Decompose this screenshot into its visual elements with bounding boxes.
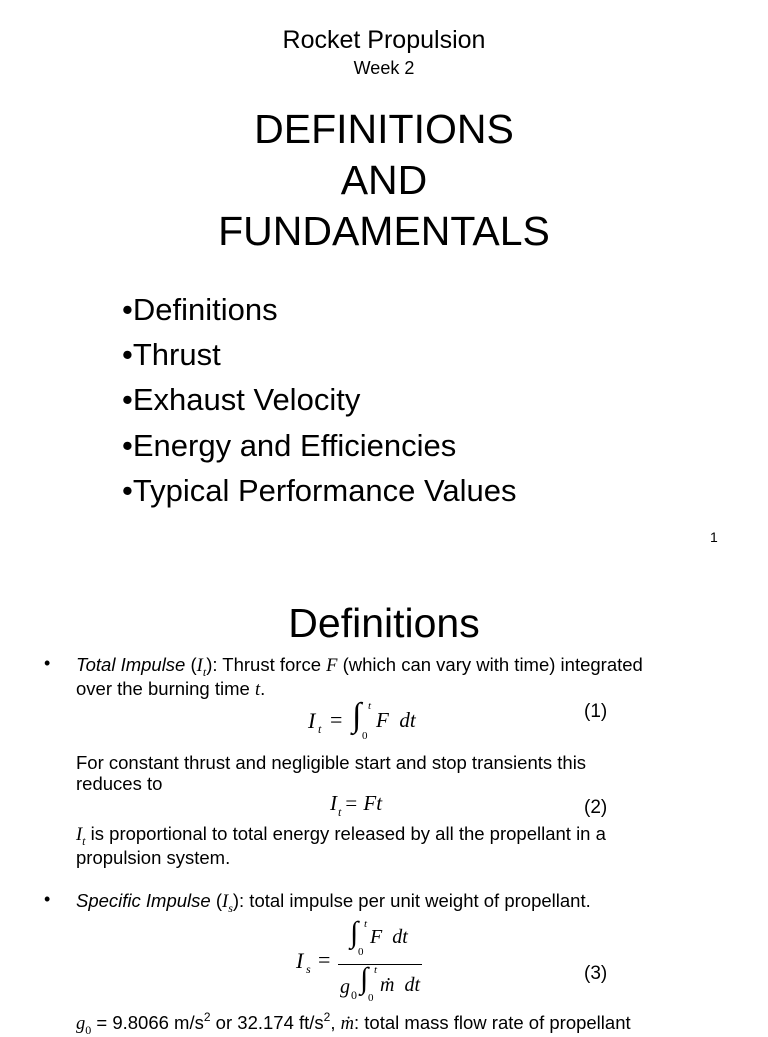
integral-upper: t (374, 964, 378, 976)
bullet-marker: • (44, 653, 51, 673)
topic-item: •Exhaust Velocity (122, 382, 361, 418)
integral-lower: 0 (358, 946, 364, 958)
paren: ( (190, 654, 197, 675)
integrand: F dt (376, 708, 416, 732)
denominator-integrand: ṁ dt (380, 974, 420, 996)
paren: ): (206, 654, 218, 675)
integral-sign: ∫ (352, 697, 362, 734)
text: = 9.8066 m/s (91, 1012, 204, 1033)
specific-impulse-definition (76, 890, 756, 914)
symbol-is: I (222, 892, 229, 912)
eq-equals: = (330, 707, 343, 732)
text: is proportional to total energy released by all the propellant in a (85, 823, 606, 844)
text-line: propulsion system. (76, 847, 231, 868)
eq-lhs-sub: t (318, 722, 322, 736)
symbol-it: I (76, 825, 83, 845)
symbol-f: F (326, 656, 338, 676)
section-title: Definitions (288, 600, 480, 646)
eq-lhs: I (308, 708, 316, 733)
integral-upper: t (364, 918, 368, 930)
g0-sub: 0 (351, 988, 357, 1002)
title-line: AND (340, 157, 428, 203)
superscript: 2 (203, 1010, 211, 1024)
text: . (260, 678, 266, 699)
fraction-line (338, 964, 422, 965)
slide-title (0, 104, 768, 257)
text-line: For constant thrust and negligible start and stop transients this (76, 752, 587, 773)
term-total-impulse: Total Impulse (76, 654, 186, 675)
constant-thrust-text (76, 752, 756, 794)
bullet-marker: • (44, 889, 51, 909)
course-title: Rocket Propulsion (282, 26, 486, 54)
superscript: 2 (323, 1010, 331, 1024)
topic-list (122, 287, 517, 513)
topic-item: •Definitions (122, 292, 278, 327)
text: or 32.174 ft/s (210, 1012, 324, 1033)
text: total impulse per unit weight of propellant. (244, 890, 591, 911)
integral-upper: t (368, 700, 372, 712)
week-label: Week 2 (353, 58, 415, 78)
topic-item: •Energy and Efficiencies (122, 427, 457, 463)
g0-definition (76, 1012, 756, 1036)
equation-1 (308, 697, 448, 744)
eq-lhs: I (330, 791, 337, 815)
total-impulse-definition (76, 654, 756, 701)
text: , (330, 1012, 341, 1033)
text-line: reduces to (76, 773, 163, 794)
integral-lower: 0 (362, 730, 368, 742)
equation-2 (330, 791, 450, 821)
symbol-sub: t (82, 834, 86, 848)
title-line: DEFINITIONS (254, 106, 514, 152)
numerator-integrand: F dt (370, 926, 408, 948)
paren: ): (232, 890, 245, 911)
symbol-sub: t (202, 665, 207, 679)
integral-sign: ∫ (360, 962, 369, 995)
g0-symbol: g (76, 1014, 86, 1034)
topic-item: •Thrust (122, 337, 221, 373)
symbol-t: t (254, 680, 261, 700)
title-line: FUNDAMENTALS (218, 208, 550, 254)
eq-lhs-sub: s (306, 962, 311, 976)
integral-sign: ∫ (350, 916, 359, 949)
paren: ( (215, 890, 223, 911)
eq-rhs: = Ft (344, 791, 383, 815)
equation-number: (1) (584, 701, 608, 722)
term-specific-impulse: Specific Impulse (76, 890, 211, 911)
g0-sub: 0 (85, 1023, 92, 1037)
symbol-sub: s (228, 901, 233, 915)
g0-symbol: g (340, 976, 350, 998)
eq-lhs-sub: t (338, 805, 342, 819)
text: (which can vary with time) integrated (337, 654, 643, 675)
proportional-text (76, 823, 756, 868)
integral-lower: 0 (368, 992, 374, 1004)
text: Thrust force (217, 654, 327, 675)
eq-lhs: I (296, 948, 304, 973)
equation-number: (3) (584, 963, 608, 984)
equation-number: (2) (584, 797, 608, 818)
topic-item: •Typical Performance Values (122, 472, 517, 508)
text: : total mass flow rate of propellant (354, 1012, 631, 1033)
equation-3 (296, 916, 436, 1008)
mdot-symbol: ṁ (340, 1014, 355, 1034)
page-number: 1 (710, 529, 718, 545)
eq-equals: = (318, 947, 331, 972)
symbol-it: I (196, 656, 203, 676)
text: over the burning time (76, 678, 255, 699)
